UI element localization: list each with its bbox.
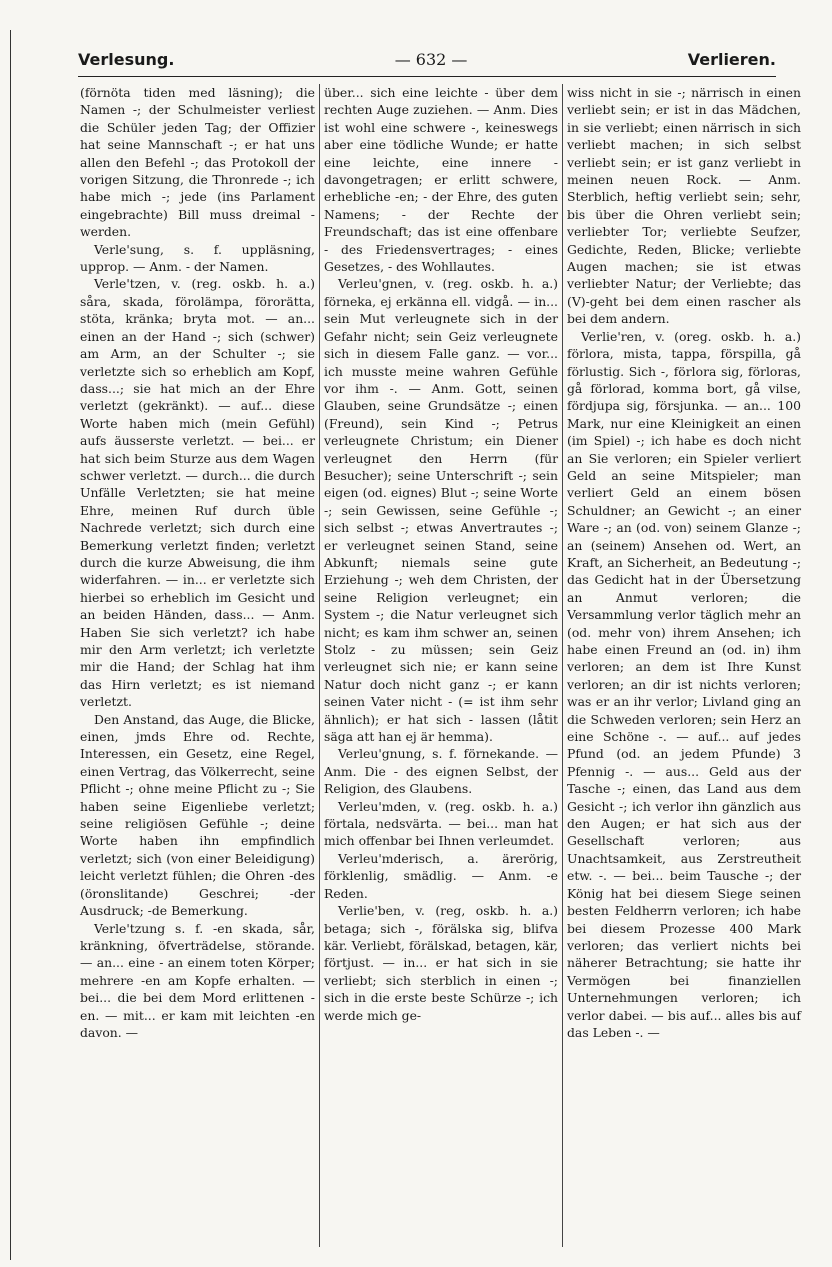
paragraph: über... sich eine leichte - über dem rechten Auge zuziehen. — Anm. Dies ist wohl eine schwere -, keineswegs aber eine tödliche Wunde; er hatte eine leichte, eine innere - davongetragen; er erlitt schwere, erhebliche -en; - der Ehre, des guten Namens; - der Rechte der Freundschaft; das ist eine offenbare - des Friedensvertrages; - eines Gesetzes, - des Wohllautes. [324,85,558,275]
entry-verleugnen: Verleu'gnen, v. (reg. oskb. h. a.) förneka, ej erkänna ell. vidgå. — in... sein Mut verleugnete sich in der Gefahr nicht; sein Geiz verleugnete sich in diesem Falle ganz. — vor... ich musste meine wahren Gefühle vor ihm -. — Anm. Gott, seinen Glauben, seine Grundsätze -; einen (Freund), sein Kind -; Petrus verleugnete Christum; ein Diener verleugnet den Herrn (für Besucher); seine Unterschrift -; sein eigen (od. eignes) Blut -; seine Worte -; sein Gewissen, seine Gefühle -; sich selbst -; etwas Anvertrautes -; er verleugnet seinen Stand, seine Abkunft; niemals seine gute Erziehung -; weh dem Christen, der seine Religion verleugnet; ein System -; die Natur verleugnet sich nicht; es kam ihm schwer an, seinen Stolz - zu müssen; sein Geiz verleugnet sich nie; er kann seine Natur doch nicht ganz -; er kann seinen Vater nicht - (= ist ihm sehr ähnlich); er hat sich - lassen (låtit säga att han ej är hemma). [324,276,558,745]
entry-verletzung: Verle'tzung s. f. -en skada, sår, kränkning, öfverträdelse, störande. — an... eine - an einem toten Körper; mehrere -en am Kopfe erhalten. — bei... die bei dem Mord erlittenen -en. — mit... er kam mit leichten -en davon. — [80,920,315,1040]
column-1 [76,84,319,1247]
header-left-word: Verlesung. [78,49,175,69]
header-right-word: Verlieren. [687,49,776,69]
column-3 [562,84,805,1247]
paragraph: wiss nicht in sie -; närrisch in einen verliebt sein; er ist in das Mädchen, in sie verliebt; einen närrisch in sich verliebt machen; in sich selbst verliebt sein; er ist ganz verliebt in meinen neuen Rock. — Anm. Sterblich, heftig verliebt sein; sehr, bis über die Ohren verliebt sein; verliebter Tor; verliebte Seufzer, Gedichte, Reden, Blicke; verliebte Augen machen; sie ist etwas verliebter Natur; der Verliebte; das (V)-geht bei dem einen rascher als bei dem andern. [567,85,801,327]
entry-verleumderisch: Verleu'mderisch, a. ärerörig, förklenlig, smädlig. — Anm. -e Reden. [324,850,558,901]
paragraph: (förnöta tiden med läsning); die Namen -; der Schulmeister verliest die Schüler jeden Tag; der Offizier hat seine Mannschaft -; er hat uns allen den Befehl -; das Protokoll der vorigen Sitzung, die Thronrede -; ich habe mich -; jede (ins Parlament eingebrachte) Bill muss dreimal - werden. [80,85,315,240]
entry-verlieben: Verlie'ben, v. (reg, oskb. h. a.) betaga; sich -, förälska sig, blifva kär. Verliebt, förälskad, betagen, kär, förtjust. — in... er hat sich in sie verliebt; sich sterblich in einen -; sich in die erste beste Schürze -; ich werde mich ge- [324,903,558,1023]
entry-verleumden: Verleu'mden, v. (reg. oskb. h. a.) förtala, nedsvärta. — bei... man hat mich offenbar bei Ihnen verleumdet. [324,798,558,849]
entry-verleugnung: Verleu'gnung, s. f. förnekande. — Anm. Die - des eignen Selbst, der Religion, des Glaubens. [324,746,558,797]
text-columns [76,84,806,1247]
entry-verlesung: Verle'sung, s. f. uppläsning, upprop. — Anm. - der Namen. [80,241,315,275]
header-rule [78,76,776,77]
entry-verlieren: Verlie'ren, v. (oreg. oskb. h. a.) förlora, mista, tappa, förspilla, gå förlustig. Sich -, förlora sig, förloras, gå förlorad, komma bort, gå vilse, fördjupa sig, försjunka. — an... 100 Mark, nur eine Kleinigkeit an einen (im Spiel) -; ich habe es doch nicht an Sie verloren; ein Spieler verliert Geld an seine Mitspieler; man verliert Geld an einem bösen Schuldner; an Gewicht -; an einer Ware -; an (od. von) seinem Glanze -; an (seinem) Ansehen od. Wert, an Kraft, an Sicherheit, an Bedeutung -; das Gedicht hat in der Übersetzung an Anmut verloren; die Versammlung verlor täglich mehr an (od. mehr von) ihrem Ansehen; ich habe einen Freund an (od. in) ihm verloren; an dem ist Ihre Kunst verloren; an dir ist nichts verloren; was er an ihr verlor; Livland ging an die Schweden verloren; sein Herz an eine Schöne -. — auf... auf jedes Pfund (od. an jedem Pfunde) 3 Pfennig -. — aus... Geld aus der Tasche -; einen, das Land aus dem Gesicht -; ich verlor ihn gänzlich aus den Augen; er hat sich aus der Gesellschaft verloren; aus Unachtsamkeit, aus Zerstreutheit etw. -. — bei... beim Tausche -; der König hat bei diesem Siege seinen besten Feldherrn verloren; ich habe bei diesem Prozesse 400 Mark verloren; das verliert nichts bei näherer Betrachtung; sie hatte ihr Vermögen bei finanziellen Unternehmungen verloren; ich verlor dabei. — bis auf... alles bis auf das Leben -. — [567,328,801,1040]
page-number: — 632 — [394,49,468,69]
entry-verletzen: Verle'tzen, v. (reg. oskb. h. a.) såra, skada, förolämpa, förorätta, stöta, kränka; bryta mot. — an... einen an der Hand -; sich (schwer) am Arm, an der Schulter -; sie verletzte sich so erheblich am Kopf, dass...; sie hat mich an der Ehre verletzt (gekränkt). — auf... diese Worte haben mich (mein Gefühl) aufs äusserste verletzt. — bei... er hat sich beim Sturze aus dem Wagen schwer verletzt. — durch... die durch Unfälle Verletzten; sie hat meine Ehre, meinen Ruf durch üble Nachrede verletzt; sich durch eine Bemerkung verletzt finden; verletzt durch die kurze Abweisung, die ihm widerfahren. — in... er verletzte sich hierbei so erheblich im Gesicht und an beiden Händen, dass... — Anm. Haben Sie sich verletzt? ich habe mir den Arm verletzt; ich verletzte mir die Hand; der Schlag hat ihm das Hirn verletzt; es ist niemand verletzt. [80,276,315,710]
paragraph: Den Anstand, das Auge, die Blicke, einen, jmds Ehre od. Rechte, Interessen, ein Gesetz, eine Regel, einen Vertrag, das Völkerrecht, seine Pflicht -; ohne meine Pflicht zu -; Sie haben seine Eigenliebe verletzt; seine religiösen Gefühle -; deine Worte haben ihn empfindlich verletzt; sich (von einer Beleidigung) leicht verletzt fühlen; die Ohren -des (öronslitande) Geschrei; -der Ausdruck; -de Bemerkung. [80,711,315,919]
column-2 [319,84,562,1247]
running-header [78,44,776,74]
page-edge-rule [10,30,11,1260]
